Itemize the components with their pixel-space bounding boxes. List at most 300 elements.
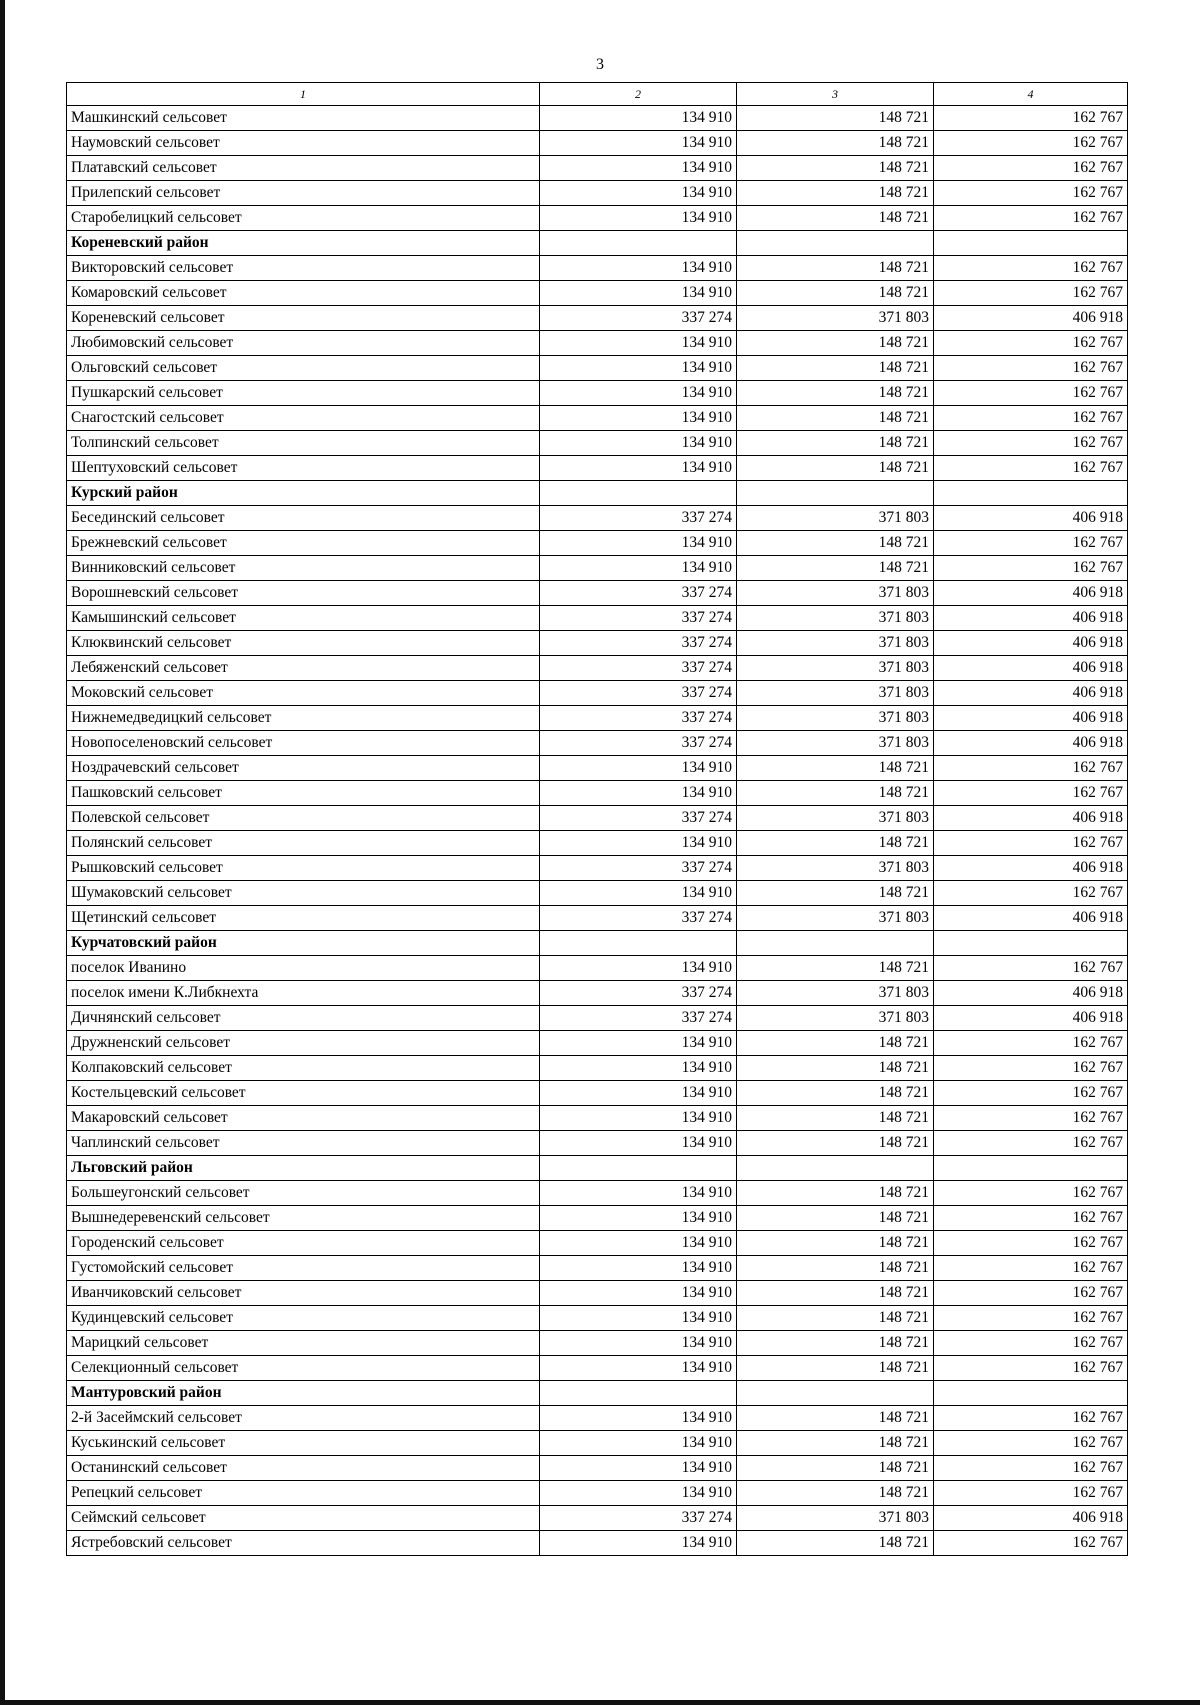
value-cell-col4: 162 767 [934,1231,1128,1256]
value-cell-col3: 371 803 [737,1006,934,1031]
table-row [67,606,1128,631]
value-cell-col4: 162 767 [934,181,1128,206]
value-cell-col4: 162 767 [934,256,1128,281]
value-cell-col3: 148 721 [737,1306,934,1331]
value-cell-col3: 148 721 [737,1406,934,1431]
name-cell: Полянский сельсовет [67,831,540,856]
value-cell-col4: 406 918 [934,306,1128,331]
value-cell-col4: 406 918 [934,706,1128,731]
value-cell-col3: 148 721 [737,356,934,381]
value-cell-col4: 162 767 [934,756,1128,781]
name-cell: Винниковский сельсовет [67,556,540,581]
table-row [67,131,1128,156]
value-cell-col3: 371 803 [737,906,934,931]
table-row [67,881,1128,906]
value-cell-col3: 148 721 [737,1181,934,1206]
value-cell-col4 [934,931,1128,956]
value-cell-col2: 134 910 [540,1481,737,1506]
value-cell-col3: 148 721 [737,281,934,306]
value-cell-col2: 134 910 [540,381,737,406]
value-cell-col2: 134 910 [540,1106,737,1131]
name-cell: Толпинский сельсовет [67,431,540,456]
value-cell-col4: 406 918 [934,506,1128,531]
name-cell: Викторовский сельсовет [67,256,540,281]
value-cell-col2: 337 274 [540,656,737,681]
value-cell-col2: 134 910 [540,831,737,856]
value-cell-col4: 162 767 [934,206,1128,231]
value-cell-col4: 162 767 [934,1181,1128,1206]
table-row [67,1531,1128,1556]
value-cell-col3 [737,931,934,956]
table-row [67,506,1128,531]
district-name-cell: Кореневский район [67,231,540,256]
value-cell-col3: 148 721 [737,1106,934,1131]
value-cell-col4: 406 918 [934,856,1128,881]
name-cell: Сеймский сельсовет [67,1506,540,1531]
value-cell-col2 [540,1156,737,1181]
value-cell-col3: 148 721 [737,756,934,781]
name-cell: Густомойский сельсовет [67,1256,540,1281]
value-cell-col4: 162 767 [934,331,1128,356]
value-cell-col3: 148 721 [737,1031,934,1056]
table-row [67,956,1128,981]
value-cell-col4: 406 918 [934,681,1128,706]
name-cell: Костельцевский сельсовет [67,1081,540,1106]
table-row [67,106,1128,131]
budget-table [66,82,1128,1556]
value-cell-col3: 148 721 [737,1206,934,1231]
value-cell-col2: 134 910 [540,1281,737,1306]
name-cell: Брежневский сельсовет [67,531,540,556]
table-row [67,781,1128,806]
value-cell-col4: 162 767 [934,156,1128,181]
table-row [67,706,1128,731]
value-cell-col4: 406 918 [934,731,1128,756]
value-cell-col4: 162 767 [934,956,1128,981]
name-cell: Шептуховский сельсовет [67,456,540,481]
column-number-4: 4 [934,83,1128,106]
value-cell-col4: 162 767 [934,781,1128,806]
name-cell: Марицкий сельсовет [67,1331,540,1356]
value-cell-col3: 371 803 [737,506,934,531]
value-cell-col2: 337 274 [540,631,737,656]
value-cell-col3: 371 803 [737,306,934,331]
page-number: 3 [596,56,604,73]
value-cell-col2: 134 910 [540,1206,737,1231]
name-cell: Комаровский сельсовет [67,281,540,306]
value-cell-col4: 406 918 [934,581,1128,606]
table-row [67,981,1128,1006]
value-cell-col2: 134 910 [540,1331,737,1356]
table-row [67,1431,1128,1456]
value-cell-col4: 162 767 [934,1256,1128,1281]
value-cell-col2: 134 910 [540,181,737,206]
value-cell-col3: 371 803 [737,631,934,656]
district-row [67,1156,1128,1181]
value-cell-col4: 162 767 [934,1481,1128,1506]
value-cell-col4: 162 767 [934,1306,1128,1331]
table-row [67,1281,1128,1306]
name-cell: Клюквинский сельсовет [67,631,540,656]
value-cell-col2: 134 910 [540,1256,737,1281]
name-cell: Бесединский сельсовет [67,506,540,531]
name-cell: поселок Иванино [67,956,540,981]
value-cell-col4: 162 767 [934,406,1128,431]
value-cell-col4: 162 767 [934,1406,1128,1431]
value-cell-col2: 134 910 [540,456,737,481]
value-cell-col3: 148 721 [737,1131,934,1156]
value-cell-col3: 148 721 [737,381,934,406]
value-cell-col3: 148 721 [737,1081,934,1106]
value-cell-col2: 134 910 [540,356,737,381]
name-cell: Куськинский сельсовет [67,1431,540,1456]
value-cell-col3: 148 721 [737,831,934,856]
value-cell-col4: 162 767 [934,531,1128,556]
value-cell-col2: 337 274 [540,306,737,331]
value-cell-col2: 134 910 [540,781,737,806]
value-cell-col2: 134 910 [540,156,737,181]
table-row [67,431,1128,456]
value-cell-col2: 134 910 [540,531,737,556]
value-cell-col3: 371 803 [737,606,934,631]
value-cell-col2: 337 274 [540,706,737,731]
value-cell-col4: 162 767 [934,881,1128,906]
value-cell-col2: 134 910 [540,1431,737,1456]
name-cell: Наумовский сельсовет [67,131,540,156]
name-cell: Ольговский сельсовет [67,356,540,381]
name-cell: Снагостский сельсовет [67,406,540,431]
table-row [67,656,1128,681]
table-row [67,381,1128,406]
value-cell-col3: 371 803 [737,656,934,681]
name-cell: Ноздрачевский сельсовет [67,756,540,781]
value-cell-col3: 148 721 [737,1256,934,1281]
value-cell-col2: 134 910 [540,431,737,456]
value-cell-col3: 148 721 [737,156,934,181]
value-cell-col3: 371 803 [737,731,934,756]
name-cell: Останинский сельсовет [67,1456,540,1481]
name-cell: Рышковский сельсовет [67,856,540,881]
value-cell-col2: 134 910 [540,956,737,981]
table-row [67,1131,1128,1156]
scan-edge-bottom [0,1700,1200,1705]
table-row [67,856,1128,881]
value-cell-col2: 134 910 [540,1531,737,1556]
value-cell-col2: 337 274 [540,606,737,631]
table-row [67,1031,1128,1056]
value-cell-col4: 406 918 [934,906,1128,931]
name-cell: Иванчиковский сельсовет [67,1281,540,1306]
value-cell-col3: 371 803 [737,856,934,881]
value-cell-col4: 162 767 [934,106,1128,131]
value-cell-col2: 134 910 [540,1356,737,1381]
value-cell-col4: 406 918 [934,631,1128,656]
table-row [67,406,1128,431]
value-cell-col3: 148 721 [737,881,934,906]
district-row [67,931,1128,956]
value-cell-col2: 337 274 [540,906,737,931]
value-cell-col4: 406 918 [934,656,1128,681]
value-cell-col3: 148 721 [737,431,934,456]
value-cell-col4: 162 767 [934,1456,1128,1481]
value-cell-col2: 134 910 [540,281,737,306]
name-cell: Машкинский сельсовет [67,106,540,131]
value-cell-col4: 162 767 [934,1056,1128,1081]
table-row [67,831,1128,856]
name-cell: Платавский сельсовет [67,156,540,181]
value-cell-col3: 148 721 [737,331,934,356]
value-cell-col4: 162 767 [934,1331,1128,1356]
district-row [67,481,1128,506]
table-row [67,581,1128,606]
value-cell-col3: 371 803 [737,981,934,1006]
name-cell: поселок имени К.Либкнехта [67,981,540,1006]
table-row [67,1356,1128,1381]
value-cell-col2: 134 910 [540,206,737,231]
value-cell-col2 [540,481,737,506]
table-row [67,631,1128,656]
name-cell: Кудинцевский сельсовет [67,1306,540,1331]
name-cell: Новопоселеновский сельсовет [67,731,540,756]
name-cell: Любимовский сельсовет [67,331,540,356]
table-row [67,1256,1128,1281]
name-cell: Ворошневский сельсовет [67,581,540,606]
column-number-3: 3 [737,83,934,106]
value-cell-col3: 148 721 [737,1456,934,1481]
value-cell-col2: 337 274 [540,731,737,756]
value-cell-col2 [540,931,737,956]
table-row [67,1106,1128,1131]
name-cell: Щетинский сельсовет [67,906,540,931]
value-cell-col4 [934,1156,1128,1181]
name-cell: Пушкарский сельсовет [67,381,540,406]
table-row [67,456,1128,481]
value-cell-col4: 162 767 [934,1531,1128,1556]
value-cell-col4: 406 918 [934,981,1128,1006]
name-cell: Полевской сельсовет [67,806,540,831]
table-row [67,1406,1128,1431]
value-cell-col4: 162 767 [934,1206,1128,1231]
value-cell-col4: 162 767 [934,431,1128,456]
value-cell-col2: 134 910 [540,256,737,281]
value-cell-col2: 337 274 [540,581,737,606]
value-cell-col2: 134 910 [540,756,737,781]
value-cell-col3: 371 803 [737,581,934,606]
value-cell-col4: 162 767 [934,356,1128,381]
value-cell-col2: 134 910 [540,1406,737,1431]
name-cell: Большеугонский сельсовет [67,1181,540,1206]
value-cell-col3: 148 721 [737,1331,934,1356]
value-cell-col3: 371 803 [737,806,934,831]
value-cell-col4: 162 767 [934,1356,1128,1381]
value-cell-col2: 337 274 [540,981,737,1006]
table-row [67,1231,1128,1256]
value-cell-col4: 162 767 [934,1131,1128,1156]
value-cell-col3: 148 721 [737,106,934,131]
value-cell-col3: 148 721 [737,1056,934,1081]
table-row [67,156,1128,181]
table-row [67,1206,1128,1231]
table-row [67,1056,1128,1081]
district-row [67,1381,1128,1406]
table-row [67,1481,1128,1506]
value-cell-col4: 162 767 [934,131,1128,156]
value-cell-col2: 134 910 [540,1031,737,1056]
district-name-cell: Льговский район [67,1156,540,1181]
value-cell-col2: 134 910 [540,556,737,581]
value-cell-col2: 134 910 [540,1081,737,1106]
value-cell-col4: 162 767 [934,1031,1128,1056]
name-cell: Камышинский сельсовет [67,606,540,631]
value-cell-col3: 148 721 [737,781,934,806]
value-cell-col4: 162 767 [934,281,1128,306]
district-row [67,231,1128,256]
name-cell: Дичнянский сельсовет [67,1006,540,1031]
value-cell-col3 [737,1156,934,1181]
value-cell-col2 [540,231,737,256]
table-row [67,1331,1128,1356]
value-cell-col3 [737,1381,934,1406]
name-cell: Моковский сельсовет [67,681,540,706]
value-cell-col3: 148 721 [737,456,934,481]
value-cell-col4: 406 918 [934,1006,1128,1031]
table-row [67,1181,1128,1206]
value-cell-col2: 134 910 [540,1306,737,1331]
value-cell-col2: 337 274 [540,806,737,831]
value-cell-col3 [737,481,934,506]
value-cell-col3: 148 721 [737,1281,934,1306]
value-cell-col3: 148 721 [737,956,934,981]
value-cell-col3: 148 721 [737,531,934,556]
table-row [67,681,1128,706]
table-row [67,181,1128,206]
table-row [67,356,1128,381]
name-cell: Нижнемедведицкий сельсовет [67,706,540,731]
value-cell-col2: 337 274 [540,856,737,881]
name-cell: Лебяженский сельсовет [67,656,540,681]
value-cell-col3: 148 721 [737,556,934,581]
value-cell-col4 [934,231,1128,256]
value-cell-col3: 148 721 [737,206,934,231]
value-cell-col4: 162 767 [934,1106,1128,1131]
name-cell: Прилепский сельсовет [67,181,540,206]
table-row [67,1506,1128,1531]
value-cell-col3: 148 721 [737,1356,934,1381]
value-cell-col4: 162 767 [934,1431,1128,1456]
value-cell-col3: 148 721 [737,1431,934,1456]
value-cell-col3 [737,231,934,256]
table-row [67,281,1128,306]
name-cell: Старобелицкий сельсовет [67,206,540,231]
value-cell-col4: 162 767 [934,1081,1128,1106]
scan-edge-left [0,0,5,1705]
value-cell-col4: 162 767 [934,556,1128,581]
name-cell: 2-й Засеймский сельсовет [67,1406,540,1431]
value-cell-col3: 371 803 [737,681,934,706]
value-cell-col2 [540,1381,737,1406]
value-cell-col4 [934,481,1128,506]
table-row [67,906,1128,931]
table-row [67,806,1128,831]
table-row [67,756,1128,781]
value-cell-col2: 134 910 [540,881,737,906]
district-name-cell: Курчатовский район [67,931,540,956]
district-name-cell: Курский район [67,481,540,506]
value-cell-col2: 134 910 [540,131,737,156]
value-cell-col2: 134 910 [540,1456,737,1481]
name-cell: Колпаковский сельсовет [67,1056,540,1081]
table-body [67,83,1128,1556]
table-row [67,331,1128,356]
column-number-2: 2 [540,83,737,106]
value-cell-col4: 406 918 [934,806,1128,831]
name-cell: Ястребовский сельсовет [67,1531,540,1556]
column-number-1: 1 [67,83,540,106]
value-cell-col4: 162 767 [934,381,1128,406]
value-cell-col2: 337 274 [540,681,737,706]
value-cell-col3: 371 803 [737,1506,934,1531]
name-cell: Шумаковский сельсовет [67,881,540,906]
table-row [67,206,1128,231]
value-cell-col2: 134 910 [540,1131,737,1156]
name-cell: Городенский сельсовет [67,1231,540,1256]
table-row [67,256,1128,281]
value-cell-col4: 406 918 [934,1506,1128,1531]
value-cell-col4: 162 767 [934,456,1128,481]
value-cell-col4: 162 767 [934,831,1128,856]
table-row [67,1081,1128,1106]
table-row [67,531,1128,556]
column-number-header [67,83,1128,106]
value-cell-col2: 134 910 [540,406,737,431]
value-cell-col2: 134 910 [540,1056,737,1081]
value-cell-col3: 148 721 [737,131,934,156]
value-cell-col3: 148 721 [737,256,934,281]
name-cell: Макаровский сельсовет [67,1106,540,1131]
value-cell-col2: 134 910 [540,331,737,356]
value-cell-col2: 337 274 [540,506,737,531]
name-cell: Дружненский сельсовет [67,1031,540,1056]
value-cell-col2: 134 910 [540,1231,737,1256]
value-cell-col2: 134 910 [540,106,737,131]
name-cell: Пашковский сельсовет [67,781,540,806]
value-cell-col3: 371 803 [737,706,934,731]
name-cell: Вышнедеревенский сельсовет [67,1206,540,1231]
table-row [67,306,1128,331]
table-row [67,731,1128,756]
table-row [67,1456,1128,1481]
value-cell-col3: 148 721 [737,1231,934,1256]
value-cell-col4: 162 767 [934,1281,1128,1306]
table-row [67,1306,1128,1331]
district-name-cell: Мантуровский район [67,1381,540,1406]
value-cell-col3: 148 721 [737,1481,934,1506]
name-cell: Селекционный сельсовет [67,1356,540,1381]
value-cell-col2: 134 910 [540,1181,737,1206]
table-row [67,556,1128,581]
table-row [67,1006,1128,1031]
name-cell: Чаплинский сельсовет [67,1131,540,1156]
value-cell-col2: 337 274 [540,1506,737,1531]
value-cell-col3: 148 721 [737,1531,934,1556]
value-cell-col3: 148 721 [737,181,934,206]
value-cell-col2: 337 274 [540,1006,737,1031]
value-cell-col4: 406 918 [934,606,1128,631]
value-cell-col3: 148 721 [737,406,934,431]
name-cell: Репецкий сельсовет [67,1481,540,1506]
value-cell-col4 [934,1381,1128,1406]
name-cell: Кореневский сельсовет [67,306,540,331]
